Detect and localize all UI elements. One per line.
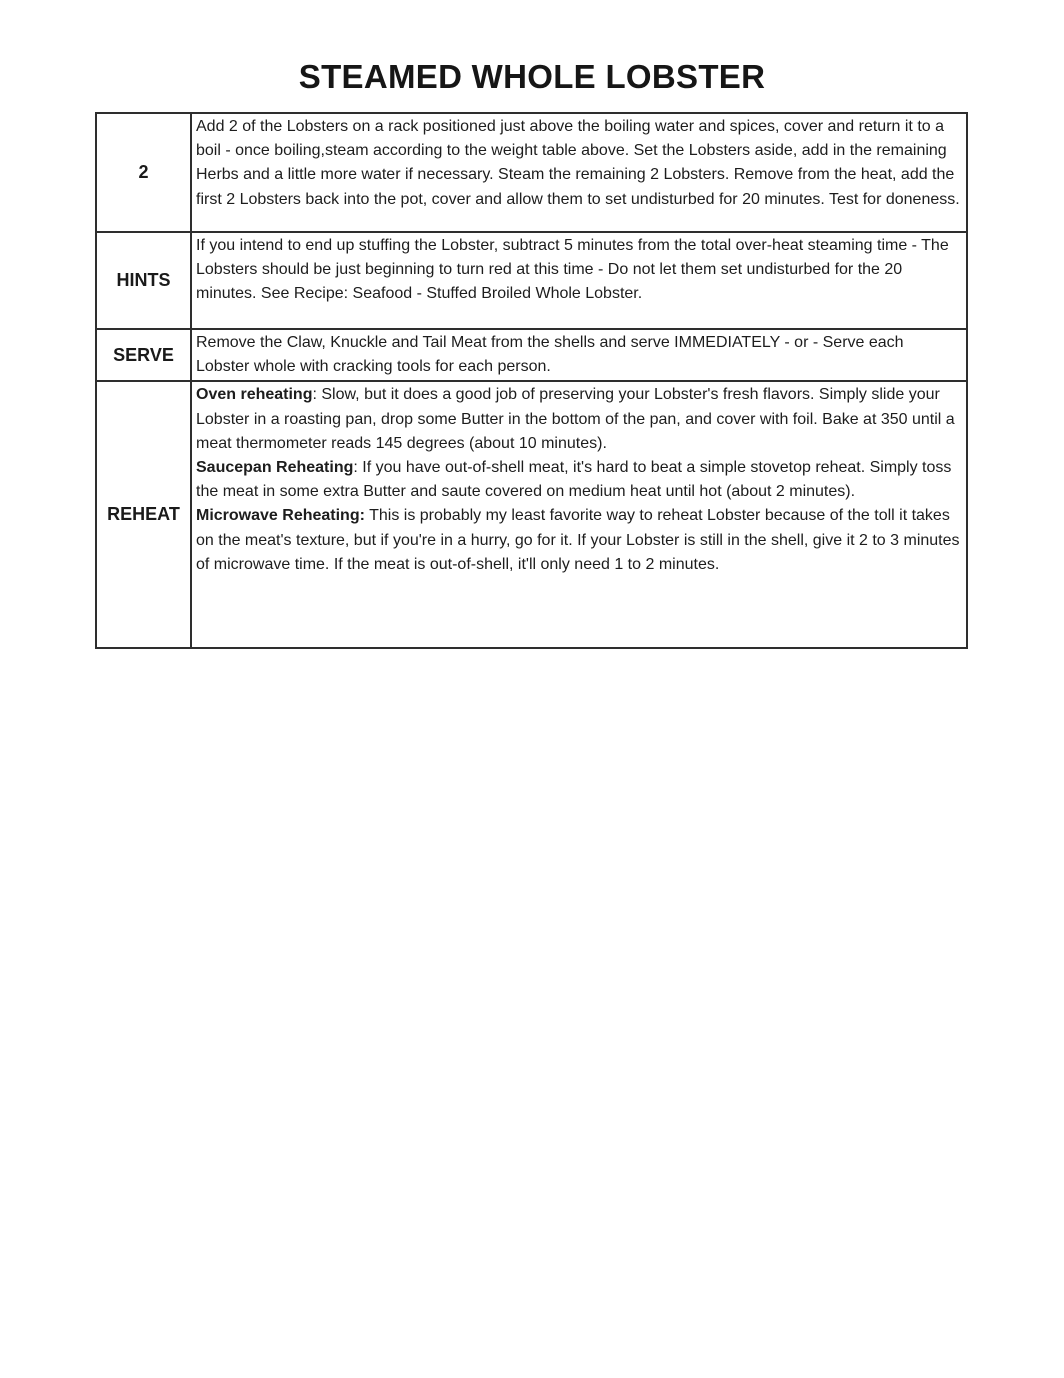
recipe-table xyxy=(95,112,968,649)
paragraph xyxy=(196,115,961,212)
table-row-reheat xyxy=(96,381,967,648)
paragraph-body: Add 2 of the Lobsters on a rack positioned just above the boiling water and spices, cover and return it to a boil - once boiling,steam according to the weight table above. Set the Lobsters aside, add in the remaining Herbs and a little more water if necessary. Steam the remaining 2 Lobsters. Remove from the heat, add the first 2 Lobsters back into the pot, cover and allow them to set undisturbed for 20 minutes. Test for doneness. xyxy=(196,118,960,208)
row-label-hints: HINTS xyxy=(96,232,191,329)
row-label-reheat: REHEAT xyxy=(96,381,191,648)
table-row-serve xyxy=(96,329,967,381)
paragraph-saucepan-reheating xyxy=(196,456,961,504)
row-content-serve xyxy=(191,329,967,381)
paragraph-lead: Oven reheating xyxy=(196,386,313,404)
row-label-step-2: 2 xyxy=(96,113,191,232)
row-label-serve: SERVE xyxy=(96,329,191,381)
paragraph-body: Remove the Claw, Knuckle and Tail Meat from the shells and serve IMMEDIATELY - or - Serve each Lobster whole with cracking tools for each person. xyxy=(196,334,904,376)
row-content-hints xyxy=(191,232,967,329)
paragraph-body: This is probably my least favorite way to reheat Lobster because of the toll it takes on the meat's texture, but if you're in a hurry, go for it. If your Lobster is still in the shell, give it 2 to 3 minutes of microwave time. If the meat is out-of-shell, it'll only need 1 to 2 minutes. xyxy=(196,507,960,573)
row-content-step-2 xyxy=(191,113,967,232)
paragraph-body: : Slow, but it does a good job of preserving your Lobster's fresh flavors. Simply slide your Lobster in a roasting pan, drop some Butter in the bottom of the pan, and cover with foil. Bake at 350 until a meat thermometer reads 145 degrees (about 10 minutes). xyxy=(196,386,955,452)
row-content-reheat xyxy=(191,381,967,648)
paragraph xyxy=(196,234,961,307)
paragraph-lead: Microwave Reheating: xyxy=(196,507,365,525)
table-row-hints xyxy=(96,232,967,329)
paragraph-body: : If you have out-of-shell meat, it's hard to beat a simple stovetop reheat. Simply toss the meat in some extra Butter and saute covered on medium heat until hot (about 2 minutes). xyxy=(196,459,952,501)
paragraph-microwave-reheating xyxy=(196,504,961,577)
page-title: STEAMED WHOLE LOBSTER xyxy=(298,58,766,95)
paragraph-lead: Saucepan Reheating xyxy=(196,459,354,477)
table-row-step-2 xyxy=(96,113,967,232)
paragraph xyxy=(196,331,961,379)
paragraph-oven-reheating xyxy=(196,383,961,456)
paragraph-body: If you intend to end up stuffing the Lobster, subtract 5 minutes from the total over-heat steaming time - The Lobsters should be just beginning to turn red at this time - Do not let them set undisturbed for the 20 minutes. See Recipe: Seafood - Stuffed Broiled Whole Lobster. xyxy=(196,237,949,303)
